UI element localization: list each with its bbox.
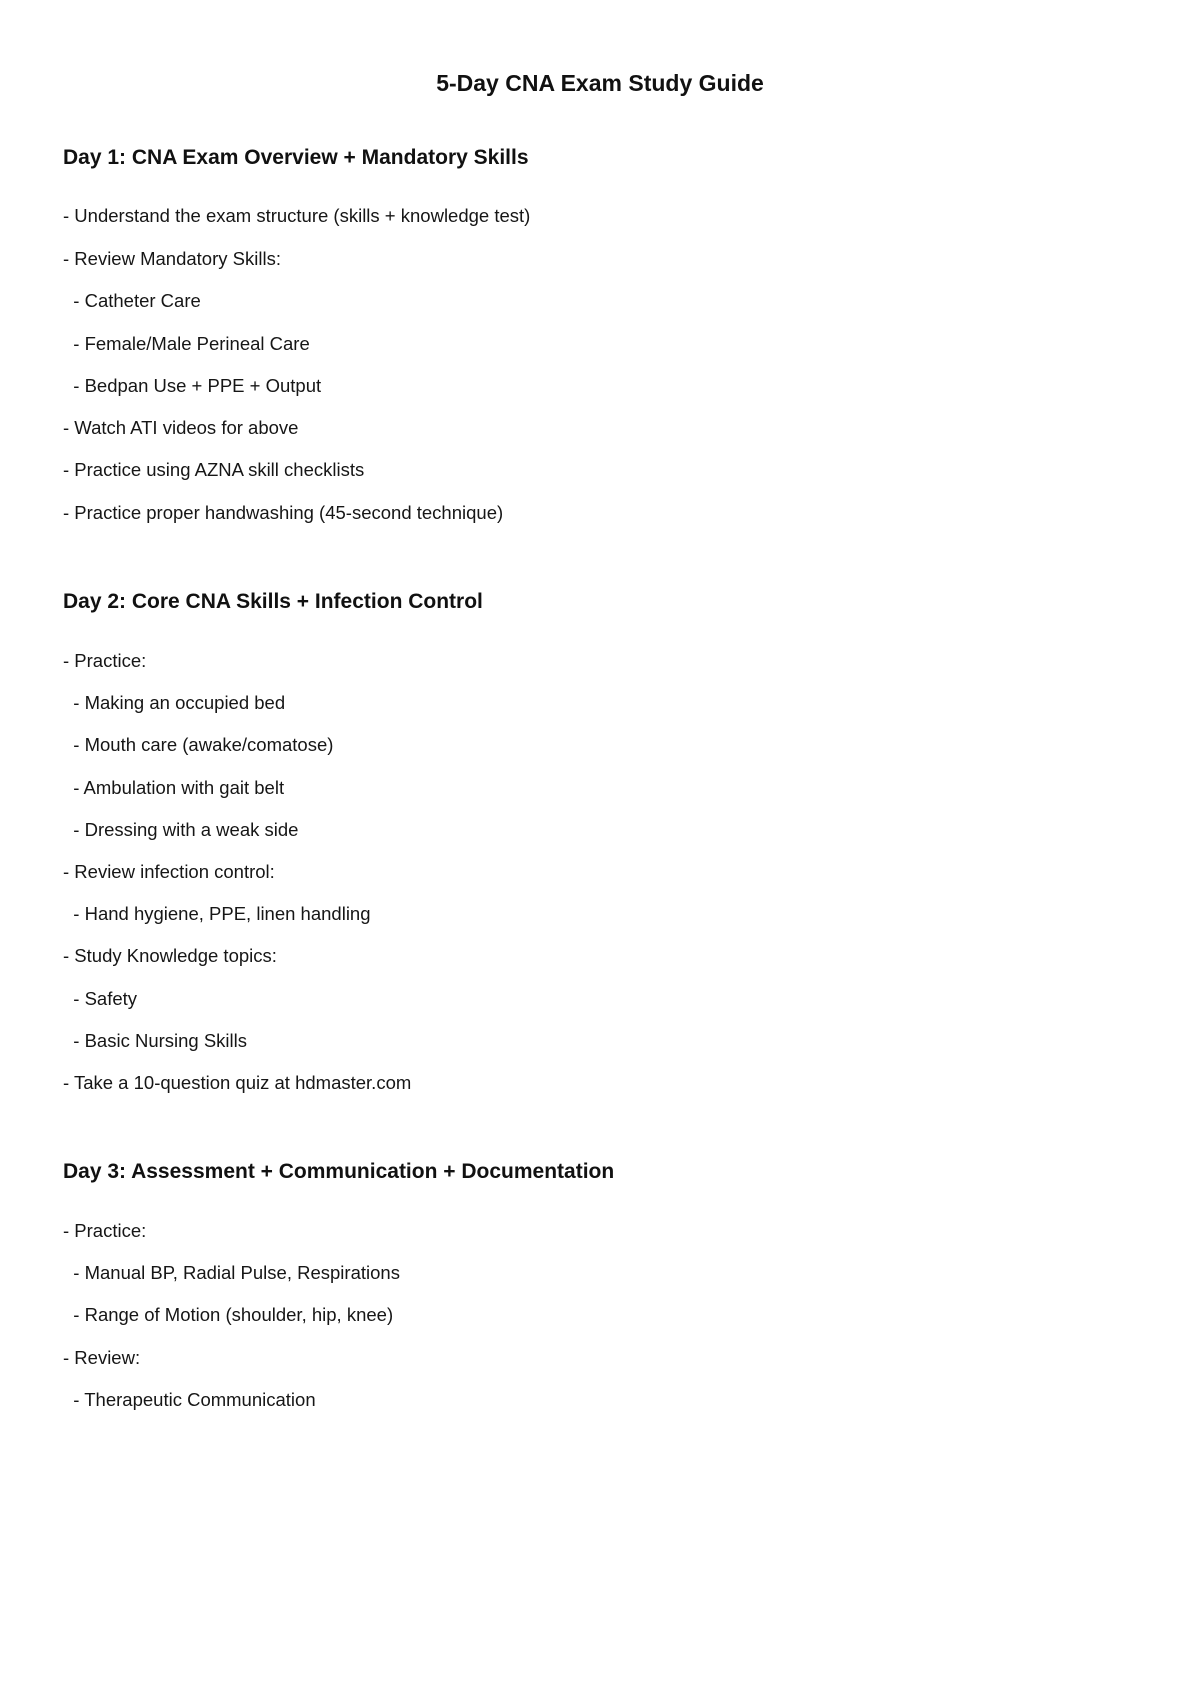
list-item: - Understand the exam structure (skills + knowledge test) (63, 205, 531, 226)
list-item: - Basic Nursing Skills (63, 1030, 248, 1051)
list-item: - Catheter Care (63, 290, 201, 311)
list-item: - Therapeutic Communication (63, 1389, 316, 1410)
list-item: - Safety (63, 988, 138, 1009)
list-item: - Making an occupied bed (63, 692, 286, 713)
list-item: - Review infection control: (63, 861, 275, 882)
list-item: - Practice: (63, 650, 147, 671)
list-item: - Watch ATI videos for above (63, 417, 299, 438)
list-item: - Practice using AZNA skill checklists (63, 459, 365, 480)
list-item: - Mouth care (awake/comatose) (63, 734, 334, 755)
list-item: - Manual BP, Radial Pulse, Respirations (63, 1262, 400, 1283)
list-item: - Ambulation with gait belt (63, 777, 285, 798)
document-title: 5-Day CNA Exam Study Guide (436, 70, 764, 96)
list-item: - Review Mandatory Skills: (63, 248, 281, 269)
list-item: - Take a 10-question quiz at hdmaster.com (63, 1072, 412, 1093)
list-item: - Practice proper handwashing (45-second technique) (63, 502, 504, 523)
list-item: - Range of Motion (shoulder, hip, knee) (63, 1304, 394, 1325)
list-item: - Female/Male Perineal Care (63, 333, 310, 354)
section-heading-day-3: Day 3: Assessment + Communication + Documentation (63, 1160, 615, 1183)
list-item: - Study Knowledge topics: (63, 945, 277, 966)
section-heading-day-2: Day 2: Core CNA Skills + Infection Control (63, 590, 483, 613)
list-item: - Practice: (63, 1220, 147, 1241)
section-heading-day-1: Day 1: CNA Exam Overview + Mandatory Skills (63, 146, 529, 169)
list-item: - Hand hygiene, PPE, linen handling (63, 903, 371, 924)
list-item: - Dressing with a weak side (63, 819, 299, 840)
list-item: - Review: (63, 1347, 141, 1368)
list-item: - Bedpan Use + PPE + Output (63, 375, 322, 396)
